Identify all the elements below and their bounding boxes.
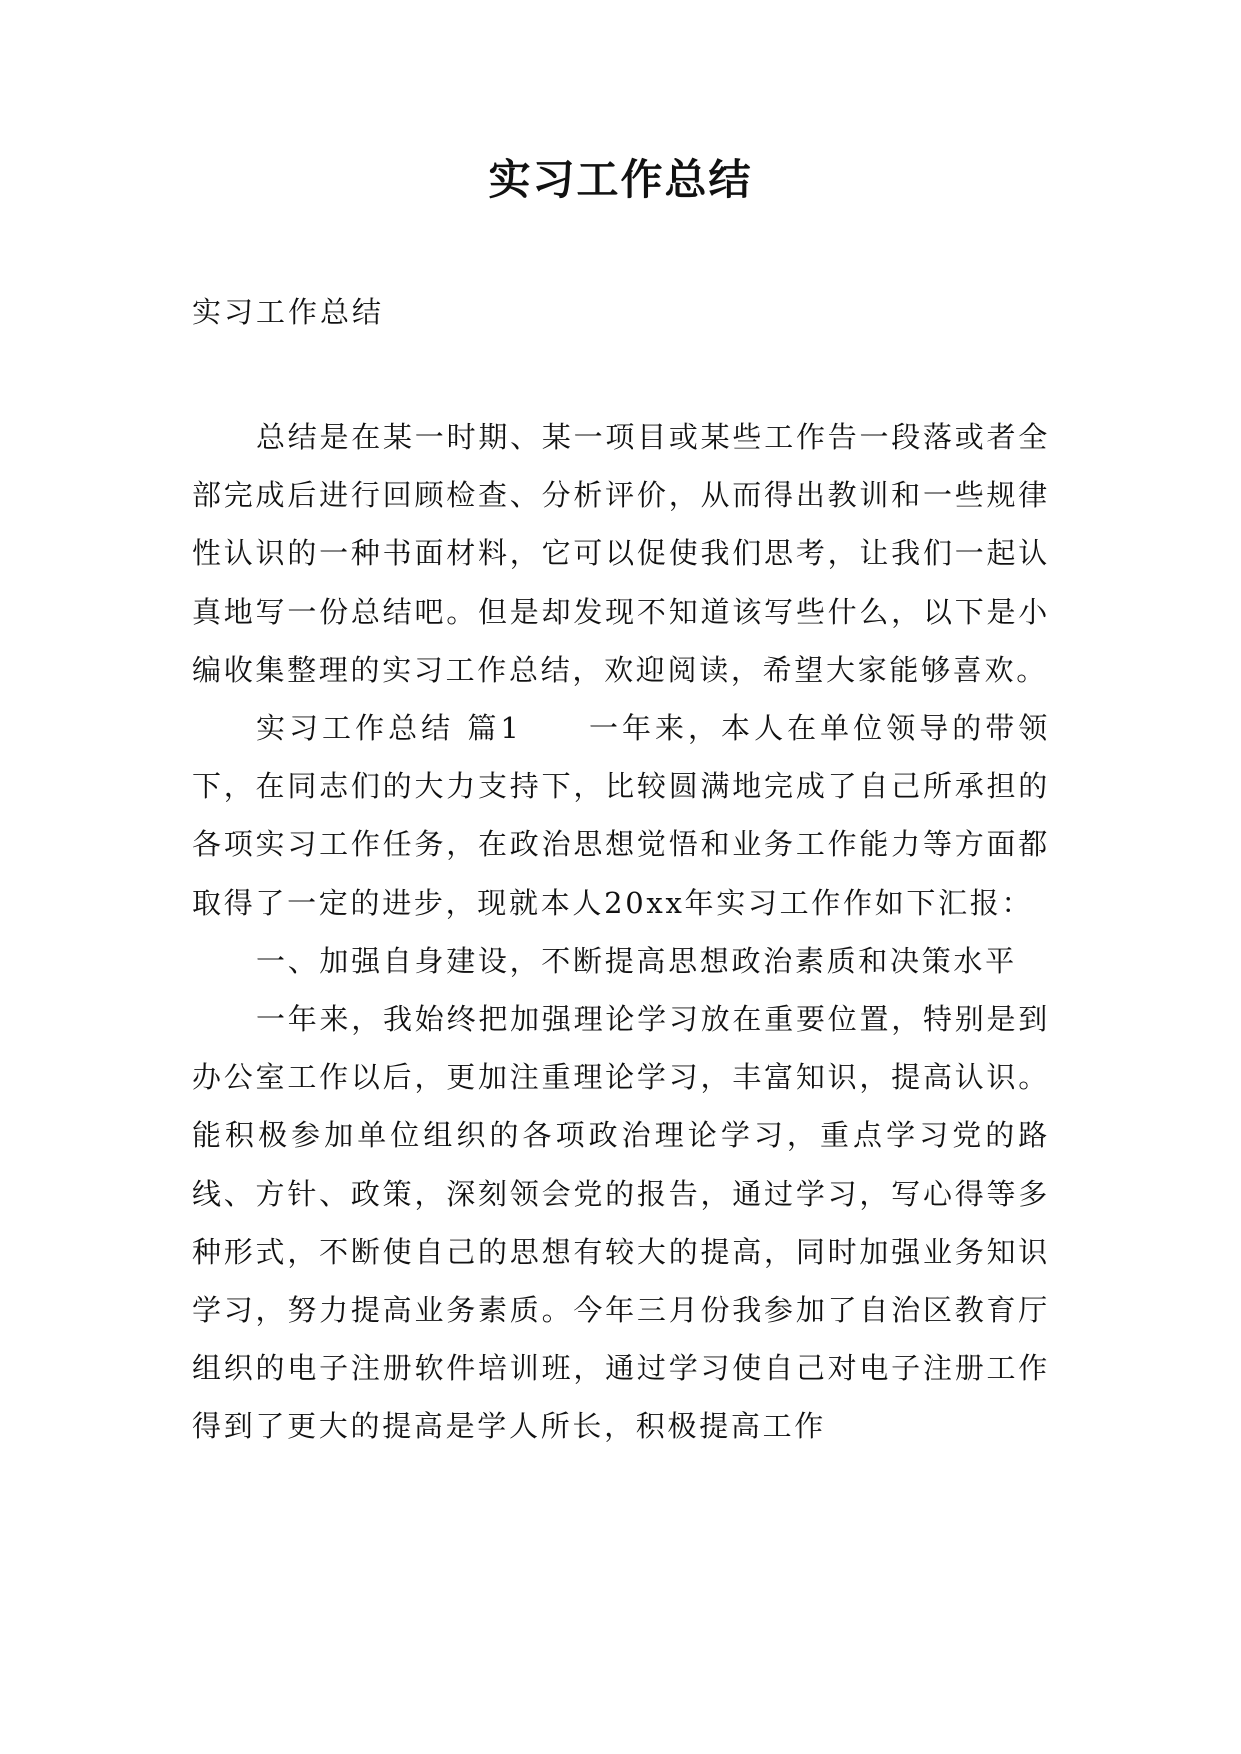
- document-body: [192, 408, 1050, 1456]
- document-subtitle: 实习工作总结: [192, 295, 385, 329]
- document-title: 实习工作总结: [488, 155, 753, 204]
- intro-paragraph: 总结是在某一时期、某一项目或某些工作告一段落或者全部完成后进行回顾检查、分析评价，从而得出教训和一些规律性认识的一种书面材料，它可以促使我们思考，让我们一起认真地写一份总结吧。但是却发现不知道该写些什么，以下是小编收集整理的实习工作总结，欢迎阅读，希望大家能够喜欢。: [192, 420, 1050, 687]
- heading-paragraph: 一、加强自身建设，不断提高思想政治素质和决策水平: [256, 943, 1017, 978]
- study-paragraph: 一年来，我始终把加强理论学习放在重要位置，特别是到办公室工作以后，更加注重理论学习，丰富知识，提高认识。能积极参加单位组织的各项政治理论学习，重点学习党的路线、方针、政策，深刻领会党的报告，通过学习，写心得等多种形式，不断使自己的思想有较大的提高，同时加强业务知识学习，努力提高业务素质。今年三月份我参加了自治区教育厅组织的电子注册软件培训班，通过学习使自己对电子注册工作得到了更大的提高是学人所长，积极提高工作: [192, 1002, 1050, 1444]
- section-1-paragraph: 实习工作总结 篇1 一年来，本人在单位领导的带领下，在同志们的大力支持下，比较圆满地完成了自己所承担的各项实习工作任务，在政治思想觉悟和业务工作能力等方面都取得了一定的进步，现就本人20xx年实习工作作如下汇报：: [192, 711, 1050, 920]
